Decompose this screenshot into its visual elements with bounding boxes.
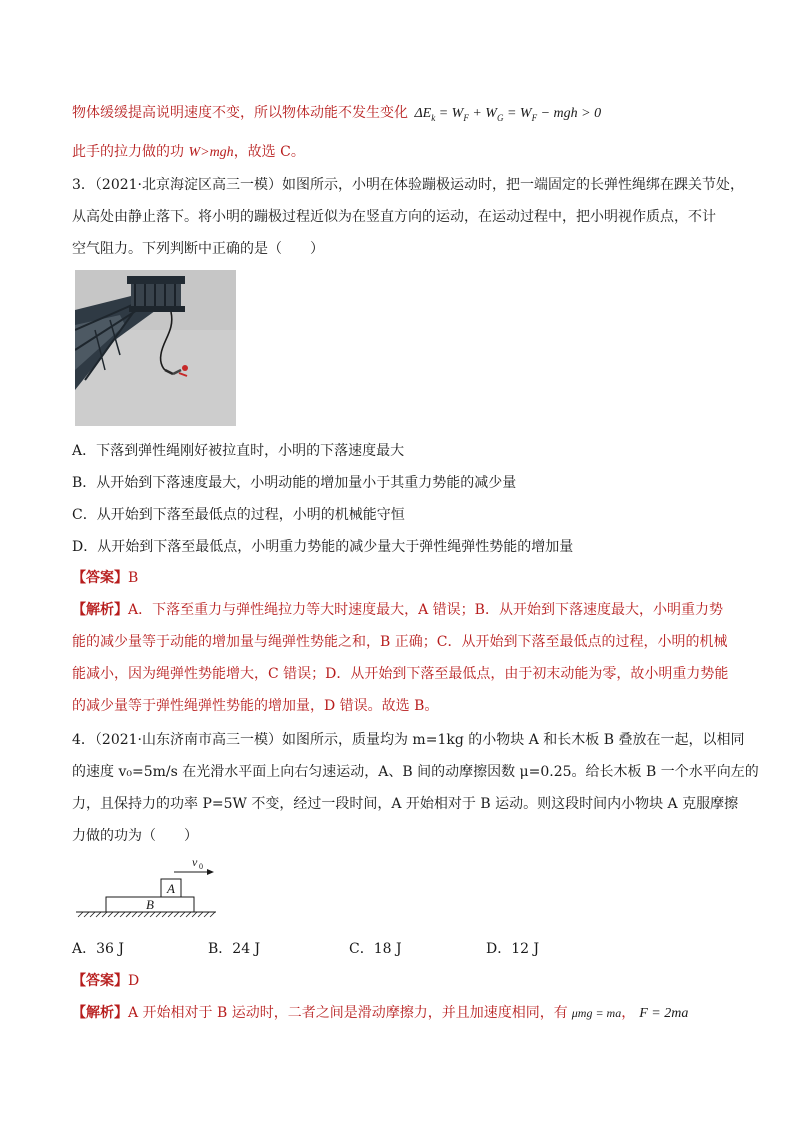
q3-analysis-line4: 的减少量等于弹性绳弹性势能的增加量，D 错误。故选 B。	[72, 698, 439, 714]
prev-solution-text: 物体缓缓提高说明速度不变，所以物体动能不发生变化	[72, 105, 408, 121]
answer-tag: 【答案】	[72, 570, 128, 586]
q3-option-b: B．从开始到下落速度最大，小明动能的增加量小于其重力势能的减少量	[72, 475, 517, 491]
block-board-diagram	[74, 852, 224, 922]
q4-option-c: C．18 J	[349, 941, 402, 957]
label-b: B	[146, 897, 154, 912]
q4-stem-line4: 力做的功为（ ）	[72, 828, 198, 844]
q3-analysis-line1: 【解析】A．下落至重力与弹性绳拉力等大时速度最大，A 错误；B．从开始到下落速度最大，小明重力势	[72, 602, 723, 618]
q4-option-d: D．12 J	[486, 941, 540, 957]
prev-solution-line2: 此手的拉力做的功 W>mgh，故选 C。	[72, 144, 305, 160]
friction-equation: μmg = ma	[571, 1006, 622, 1020]
q4-analysis-line1: 【解析】A 开始相对于 B 运动时，二者之间是滑动摩擦力，并且加速度相同，有 μmg = ma， F = 2ma	[72, 1005, 689, 1021]
q3-stem-line3: 空气阻力。下列判断中正确的是（ ）	[72, 241, 324, 257]
q4-answer	[72, 971, 139, 991]
q4-stem-line1: 4．（2021·山东济南市高三一模）如图所示，质量均为 m=1kg 的小物块 A 和长木板 B 叠放在一起，以相同	[72, 732, 745, 748]
energy-formula: $\Delta E_k = W_F + W_G = W_F$ − mgh > 0	[414, 106, 602, 123]
label-v: v	[192, 855, 198, 869]
q4-option-a: A．36 J	[72, 941, 124, 957]
q3-option-d: D．从开始到下落至最低点，小明重力势能的减少量大于弹性绳弹性势能的增加量	[72, 539, 574, 555]
q4-option-b: B．24 J	[208, 941, 261, 957]
label-v-sub: 0	[199, 862, 203, 871]
work-inequality: W>mgh	[188, 145, 234, 160]
prev-solution-line1	[72, 103, 601, 128]
q3-analysis-line2: 能的减少量等于动能的增加量与绳弹性势能之和，B 正确；C．从开始到下落至最低点的过程，小明的机械	[72, 634, 728, 650]
analysis-tag: 【解析】	[72, 1005, 128, 1021]
q4-stem-line2: 的速度 v₀=5m/s 在光滑水平面上向右匀速运动，A、B 间的动摩擦因数 μ=0.25。给长木板 B 一个水平向左的	[72, 764, 759, 780]
q3-analysis-line3: 能减小，因为绳弹性势能增大，C 错误；D．从开始到下落至最低点，由于初末动能为零，故小明重力势能	[72, 666, 729, 682]
label-a: A	[167, 881, 175, 896]
bungee-tower-illustration	[75, 270, 236, 426]
answer-tag: 【答案】	[72, 973, 128, 989]
q3-option-a: A．下落到弹性绳刚好被拉直时，小明的下落速度最大	[72, 443, 405, 459]
q3-stem-line2: 从高处由静止落下。将小明的蹦极过程近似为在竖直方向的运动，在运动过程中，把小明视作质点，不计	[72, 209, 716, 225]
q4-stem-line3: 力，且保持力的功率 P=5W 不变，经过一段时间，A 开始相对于 B 运动。则这段时间内小物块 A 克服摩擦	[72, 796, 739, 812]
bungee-photo	[75, 270, 236, 426]
answer-value: B	[128, 570, 139, 586]
analysis-tag: 【解析】	[72, 602, 128, 618]
q3-answer	[72, 568, 138, 588]
q3-stem-line1: 3．（2021·北京海淀区高三一模）如图所示，小明在体验蹦极运动时，把一端固定的长弹性绳绑在踝关节处，	[72, 177, 744, 193]
answer-value: D	[128, 973, 140, 989]
q3-option-c: C．从开始到下落至最低点的过程，小明的机械能守恒	[72, 507, 405, 523]
force-equation: F = 2ma	[639, 1006, 689, 1021]
